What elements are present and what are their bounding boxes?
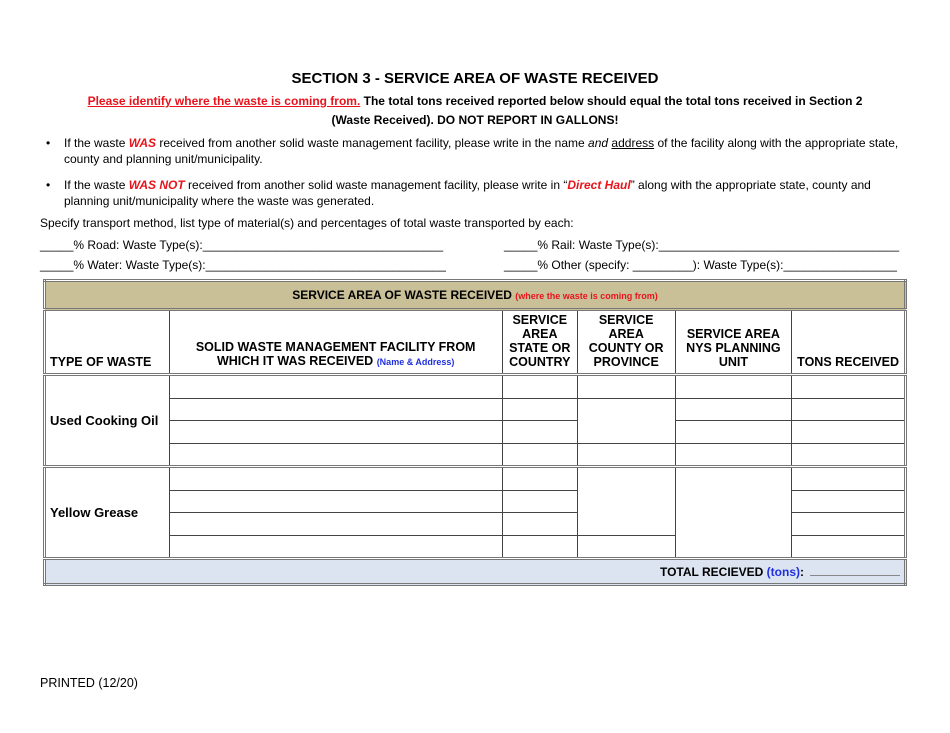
entry-cell[interactable] (502, 375, 577, 399)
entry-cell[interactable] (675, 398, 792, 421)
entry-cell[interactable] (502, 398, 577, 421)
entry-cell[interactable] (502, 535, 577, 559)
total-received-field[interactable] (810, 575, 900, 576)
water-field[interactable]: _____% Water: Waste Type(s):____________________________________ (40, 258, 446, 272)
entry-cell[interactable] (502, 490, 577, 513)
entry-cell[interactable] (169, 421, 502, 444)
entry-cell[interactable] (502, 513, 577, 536)
waste-type-yellow-grease: Yellow Grease (45, 467, 170, 559)
entry-cell[interactable] (169, 490, 502, 513)
entry-cell[interactable] (502, 467, 577, 491)
entry-cell[interactable] (792, 375, 906, 399)
subtitle-line2: (Waste Received). DO NOT REPORT IN GALLONS! (331, 113, 619, 127)
section-title: SECTION 3 - SERVICE AREA OF WASTE RECEIVED (291, 70, 659, 87)
entry-cell[interactable] (502, 443, 577, 467)
entry-cell[interactable] (577, 467, 675, 536)
entry-cell[interactable] (675, 467, 792, 559)
total-received-row: TOTAL RECIEVED (tons): (45, 559, 906, 585)
entry-cell[interactable] (675, 443, 792, 467)
entry-cell[interactable] (792, 443, 906, 467)
entry-cell[interactable] (792, 535, 906, 559)
entry-cell[interactable] (169, 535, 502, 559)
entry-cell[interactable] (675, 375, 792, 399)
entry-cell[interactable] (169, 513, 502, 536)
section-subtitle (40, 92, 910, 130)
service-area-table (43, 279, 907, 586)
entry-cell[interactable] (792, 398, 906, 421)
entry-cell[interactable] (577, 535, 675, 559)
printed-date: PRINTED (12/20) (40, 676, 138, 690)
table-band-header: SERVICE AREA OF WASTE RECEIVED (where the waste is coming from) (45, 281, 906, 310)
bullet-was: • If the waste WAS received from another solid waste management facility, please write in the name and address of the facility along with the appropriate state, county and planning unit/municipality. (46, 136, 899, 166)
other-field[interactable]: _____% Other (specify: _________): Waste Type(s):_________________ (504, 258, 897, 272)
header-state: SERVICE AREA STATE OR COUNTRY (502, 310, 577, 375)
header-planning-unit: SERVICE AREA NYS PLANNING UNIT (675, 310, 792, 375)
header-type: TYPE OF WASTE (45, 310, 170, 375)
entry-cell[interactable] (169, 398, 502, 421)
entry-cell[interactable] (792, 490, 906, 513)
road-field[interactable]: _____% Road: Waste Type(s):____________________________________ (40, 238, 444, 252)
waste-type-used-cooking-oil: Used Cooking Oil (45, 375, 170, 467)
entry-cell[interactable] (792, 421, 906, 444)
entry-cell[interactable] (577, 443, 675, 467)
subtitle-rest: The total tons received reported below should equal the total tons received in Section 2 (360, 94, 863, 108)
header-facility: SOLID WASTE MANAGEMENT FACILITY FROM WHICH IT WAS RECEIVED (Name & Address) (169, 310, 502, 375)
bullet-was-not: • If the waste WAS NOT received from another solid waste management facility, please write in “Direct Haul” along with the appropriate state, county and planning unit/municipality where the waste was generated. (46, 178, 871, 208)
header-county: SERVICE AREA COUNTY OR PROVINCE (577, 310, 675, 375)
entry-cell[interactable] (792, 513, 906, 536)
entry-cell[interactable] (169, 375, 502, 399)
entry-cell[interactable] (792, 467, 906, 491)
rail-field[interactable]: _____% Rail: Waste Type(s):____________________________________ (504, 238, 899, 252)
entry-cell[interactable] (502, 421, 577, 444)
transport-instruction: Specify transport method, list type of material(s) and percentages of total waste transported by each: (40, 216, 574, 230)
header-tons: TONS RECEIVED (792, 310, 906, 375)
subtitle-red: Please identify where the waste is coming from. (87, 94, 361, 108)
entry-cell[interactable] (169, 467, 502, 491)
entry-cell[interactable] (577, 398, 675, 443)
entry-cell[interactable] (169, 443, 502, 467)
entry-cell[interactable] (577, 375, 675, 399)
entry-cell[interactable] (675, 421, 792, 444)
